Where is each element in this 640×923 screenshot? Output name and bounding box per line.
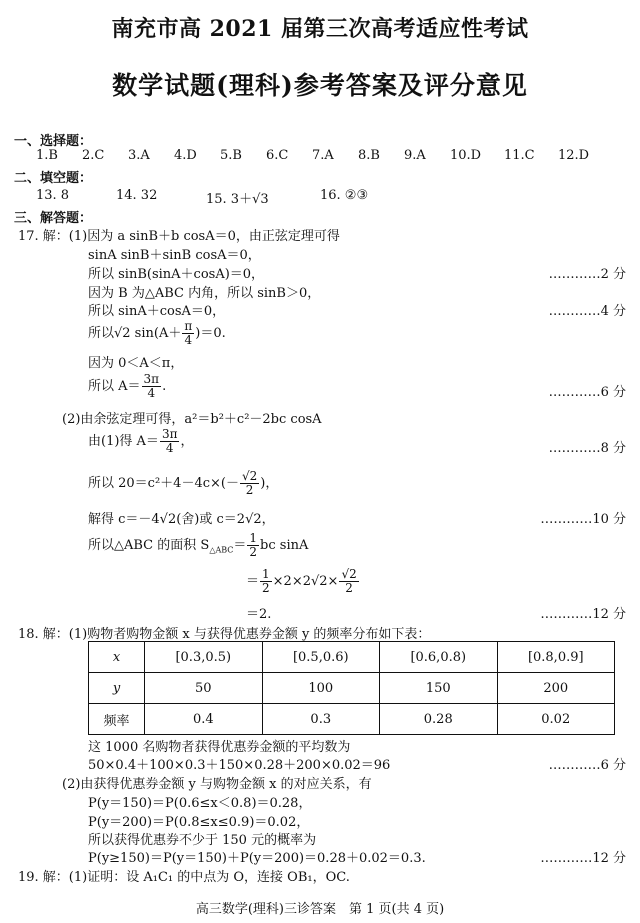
q17-line: 所以 sinA＋cosA＝0， (88, 304, 226, 319)
table-cell: [0.8,0.9] (497, 642, 615, 673)
q17-line: ＝2. (246, 607, 272, 622)
page-footer: 高三数学(理科)三诊答案 第 1 页(共 4 页) (195, 902, 445, 917)
text: )， (260, 476, 279, 491)
choice-answer: 8.B (358, 148, 380, 163)
denominator: 4 (184, 333, 193, 347)
table-row (89, 704, 615, 735)
score-mark: …………12 分 (540, 607, 626, 622)
q17-line: (2)由余弦定理可得，a²＝b²＋c²－2bc cosA (62, 412, 322, 427)
table-cell: y (89, 673, 145, 704)
section-fill-heading: 二、填空题： (14, 171, 93, 186)
score-mark: …………8 分 (548, 441, 626, 456)
table-row (89, 642, 615, 673)
q17-line (246, 568, 360, 595)
denominator: 2 (245, 483, 254, 497)
table-cell: 0.02 (497, 704, 615, 735)
subscript: △ABC (209, 545, 234, 555)
answer-key-title: 数学试题(理科)参考答案及评分意见 (112, 71, 528, 100)
score-mark: …………6 分 (548, 385, 626, 400)
table-cell: 频率 (89, 704, 145, 735)
score-mark: …………10 分 (540, 512, 626, 527)
text: ＝ (246, 574, 260, 589)
text: 所以 20＝c²＋4－4c×(－ (88, 476, 239, 491)
q17-line: 因为 0＜A＜π， (88, 356, 184, 371)
frequency-table (88, 641, 615, 735)
q18-line: P(y≥150)＝P(y＝150)＋P(y＝200)＝0.28＋0.02＝0.3. (88, 851, 426, 866)
fraction (142, 373, 162, 400)
q17-line (88, 320, 226, 347)
q17-line: 17. 解：(1)因为 a sinB＋b cosA＝0，由正弦定理可得 (18, 229, 340, 244)
table-cell: [0.5,0.6) (262, 642, 379, 673)
table-cell: 0.28 (380, 704, 497, 735)
choice-answer: 4.D (174, 148, 197, 163)
table-cell: 0.3 (262, 704, 379, 735)
numerator: 3π (161, 427, 178, 441)
table-cell: [0.3,0.5) (145, 642, 262, 673)
denominator: 2 (345, 581, 353, 595)
text: 所以△ABC 的面积 S (88, 538, 210, 553)
choice-answer: 6.C (266, 148, 289, 163)
q17-line: sinA sinB＋sinB cosA＝0， (88, 248, 261, 263)
denominator: 4 (165, 441, 174, 455)
choice-answer: 10.D (450, 148, 482, 163)
denominator: 2 (249, 545, 258, 559)
fraction (240, 470, 259, 497)
q18-line: 这 1000 名购物者获得优惠券金额的平均数为 (88, 740, 351, 755)
numerator: π (184, 319, 193, 333)
choice-answer: 9.A (404, 148, 426, 163)
choice-answer: 1.B (36, 148, 58, 163)
fraction (339, 568, 358, 595)
text: ， (180, 434, 194, 449)
q17-line: 解得 c＝－4√2(舍)或 c＝2√2， (88, 512, 275, 527)
q17-line (88, 532, 308, 559)
numerator: √2 (241, 469, 258, 483)
fraction (160, 428, 180, 455)
table-cell: x (89, 642, 145, 673)
text: 由(1)得 A＝ (88, 434, 159, 449)
choice-answer: 5.B (220, 148, 242, 163)
text: 所以 A＝ (88, 379, 141, 394)
table-cell: [0.6,0.8) (380, 642, 497, 673)
choice-answer: 12.D (558, 148, 590, 163)
table-cell: 200 (497, 673, 615, 704)
q18-line: P(y＝150)＝P(0.6≤x＜0.8)＝0.28， (88, 796, 312, 811)
fraction (182, 320, 194, 347)
fraction (260, 568, 272, 595)
text: 所以√2 sin(A＋ (88, 326, 182, 341)
numerator: √2 (341, 567, 357, 581)
numerator: 1 (249, 531, 258, 545)
choice-answer: 2.C (82, 148, 105, 163)
q19-line: 19. 解：(1)证明：设 A₁C₁ 的中点为 O，连接 OB₁，OC. (18, 870, 350, 885)
q18-line: 所以获得优惠券不少于 150 元的概率为 (88, 833, 317, 848)
exam-title: 南充市高 2021 届第三次高考适应性考试 (111, 16, 529, 42)
table-cell: 150 (380, 673, 497, 704)
q17-line (88, 428, 193, 455)
q17-line (88, 470, 278, 497)
table-row (89, 673, 615, 704)
fraction (247, 532, 259, 559)
q17-line: 因为 B 为△ABC 内角，所以 sinB＞0， (88, 286, 321, 301)
q18-line: 50×0.4＋100×0.3＋150×0.28＋200×0.02＝96 (88, 758, 391, 773)
table-cell: 0.4 (145, 704, 262, 735)
score-mark: …………6 分 (548, 758, 626, 773)
q17-line (88, 373, 166, 400)
q18-line: (2)由获得优惠券金额 y 与购物金额 x 的对应关系，有 (62, 777, 372, 792)
fill-answer-16: 16. ②③ (320, 188, 369, 203)
choice-answer: 7.A (312, 148, 334, 163)
fill-answer-13: 13. 8 (36, 188, 70, 203)
fill-answer-15: 15. 3＋√3 (206, 192, 269, 207)
denominator: 4 (147, 386, 156, 400)
numerator: 1 (262, 567, 270, 581)
text: ＝ (233, 538, 247, 553)
fill-answer-14: 14. 32 (116, 188, 158, 203)
text: bc sinA (260, 538, 309, 553)
q18-line: 18. 解：(1)购物者购物金额 x 与获得优惠券金额 y 的频率分布如下表： (18, 627, 431, 642)
score-mark: …………4 分 (548, 304, 626, 319)
choice-answer: 11.C (504, 148, 535, 163)
q17-line: 所以 sinB(sinA＋cosA)＝0， (88, 267, 265, 282)
text: )＝0. (195, 326, 226, 341)
numerator: 3π (143, 372, 160, 386)
table-cell: 50 (145, 673, 262, 704)
score-mark: …………2 分 (548, 267, 626, 282)
score-mark: …………12 分 (540, 851, 626, 866)
section-solve-heading: 三、解答题： (14, 211, 93, 226)
table-cell: 100 (262, 673, 379, 704)
q18-line: P(y＝200)＝P(0.8≤x≤0.9)＝0.02， (88, 815, 310, 830)
section-choice-heading: 一、选择题： (14, 134, 93, 149)
text: ×2×2√2× (272, 574, 339, 589)
text: . (162, 379, 167, 394)
denominator: 2 (262, 581, 270, 595)
choice-answer: 3.A (128, 148, 150, 163)
